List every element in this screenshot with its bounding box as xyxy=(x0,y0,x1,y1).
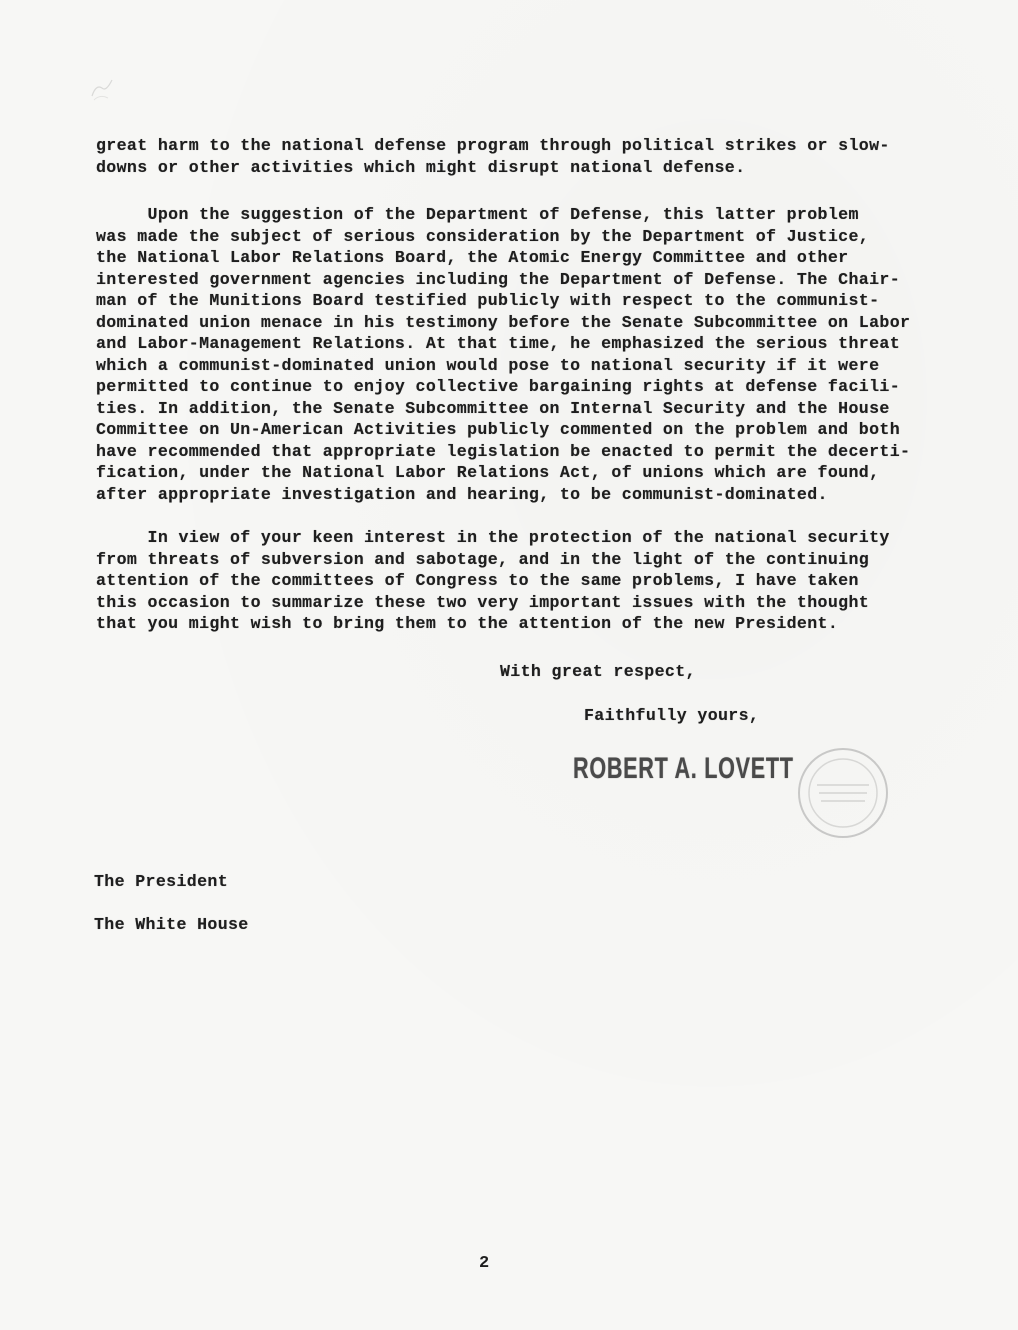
text-line: dominated union menace in his testimony before the Senate Subcommittee on Labor xyxy=(96,312,911,332)
text-line: In view of your keen interest in the protection of the national security xyxy=(96,528,890,547)
closing-signoff: Faithfully yours, xyxy=(584,706,760,725)
text-line: Upon the suggestion of the Department of Defense, this latter problem xyxy=(96,205,859,224)
page-number: 2 xyxy=(479,1254,490,1273)
text-line: was made the subject of serious consideration by the Department of Justice, xyxy=(96,226,870,246)
text-line: fication, under the National Labor Relations Act, of unions which are found, xyxy=(96,463,880,482)
text-line: after appropriate investigation and hearing, to be communist-dominated. xyxy=(96,484,828,504)
text-line: have recommended that appropriate legislation be enacted to permit the decerti- xyxy=(96,441,911,461)
text-line: great harm to the national defense program through political strikes or slow- xyxy=(96,136,890,155)
text-line: Committee on Un-American Activities publicly commented on the problem and both xyxy=(96,420,901,439)
text-line: that you might wish to bring them to the attention of the new President. xyxy=(96,614,839,633)
text-line: which a communist-dominated union would pose to national security if it were xyxy=(96,355,880,375)
text-line: this occasion to summarize these two very important issues with the thought xyxy=(96,592,870,612)
text-line: man of the Munitions Board testified publicly with respect to the communist- xyxy=(96,291,880,310)
paragraph-3 xyxy=(96,527,956,635)
text-line: and Labor-Management Relations. At that time, he emphasized the serious threat xyxy=(96,334,901,353)
text-line: the National Labor Relations Board, the Atomic Energy Committee and other xyxy=(96,248,849,267)
text-line: ties. In addition, the Senate Subcommittee on Internal Security and the House xyxy=(96,398,890,418)
paragraph-1 xyxy=(96,135,956,178)
addressee-line-1: The President xyxy=(94,872,229,891)
text-line: downs or other activities which might disrupt national defense. xyxy=(96,157,746,177)
closing-salutation: With great respect, xyxy=(500,662,696,681)
ink-smudge-mark xyxy=(88,74,118,104)
seal-stamp-icon xyxy=(795,745,891,841)
text-line: from threats of subversion and sabotage, and in the light of the continuing xyxy=(96,549,870,569)
addressee-line-2: The White House xyxy=(94,915,249,934)
signature-stamp: ROBERT A. LOVETT xyxy=(573,752,794,785)
text-line: interested government agencies including the Department of Defense. The Chair- xyxy=(96,269,901,289)
text-line: permitted to continue to enjoy collective bargaining rights at defense facili- xyxy=(96,377,901,396)
text-line: attention of the committees of Congress to the same problems, I have taken xyxy=(96,571,859,590)
paragraph-2 xyxy=(96,204,956,505)
